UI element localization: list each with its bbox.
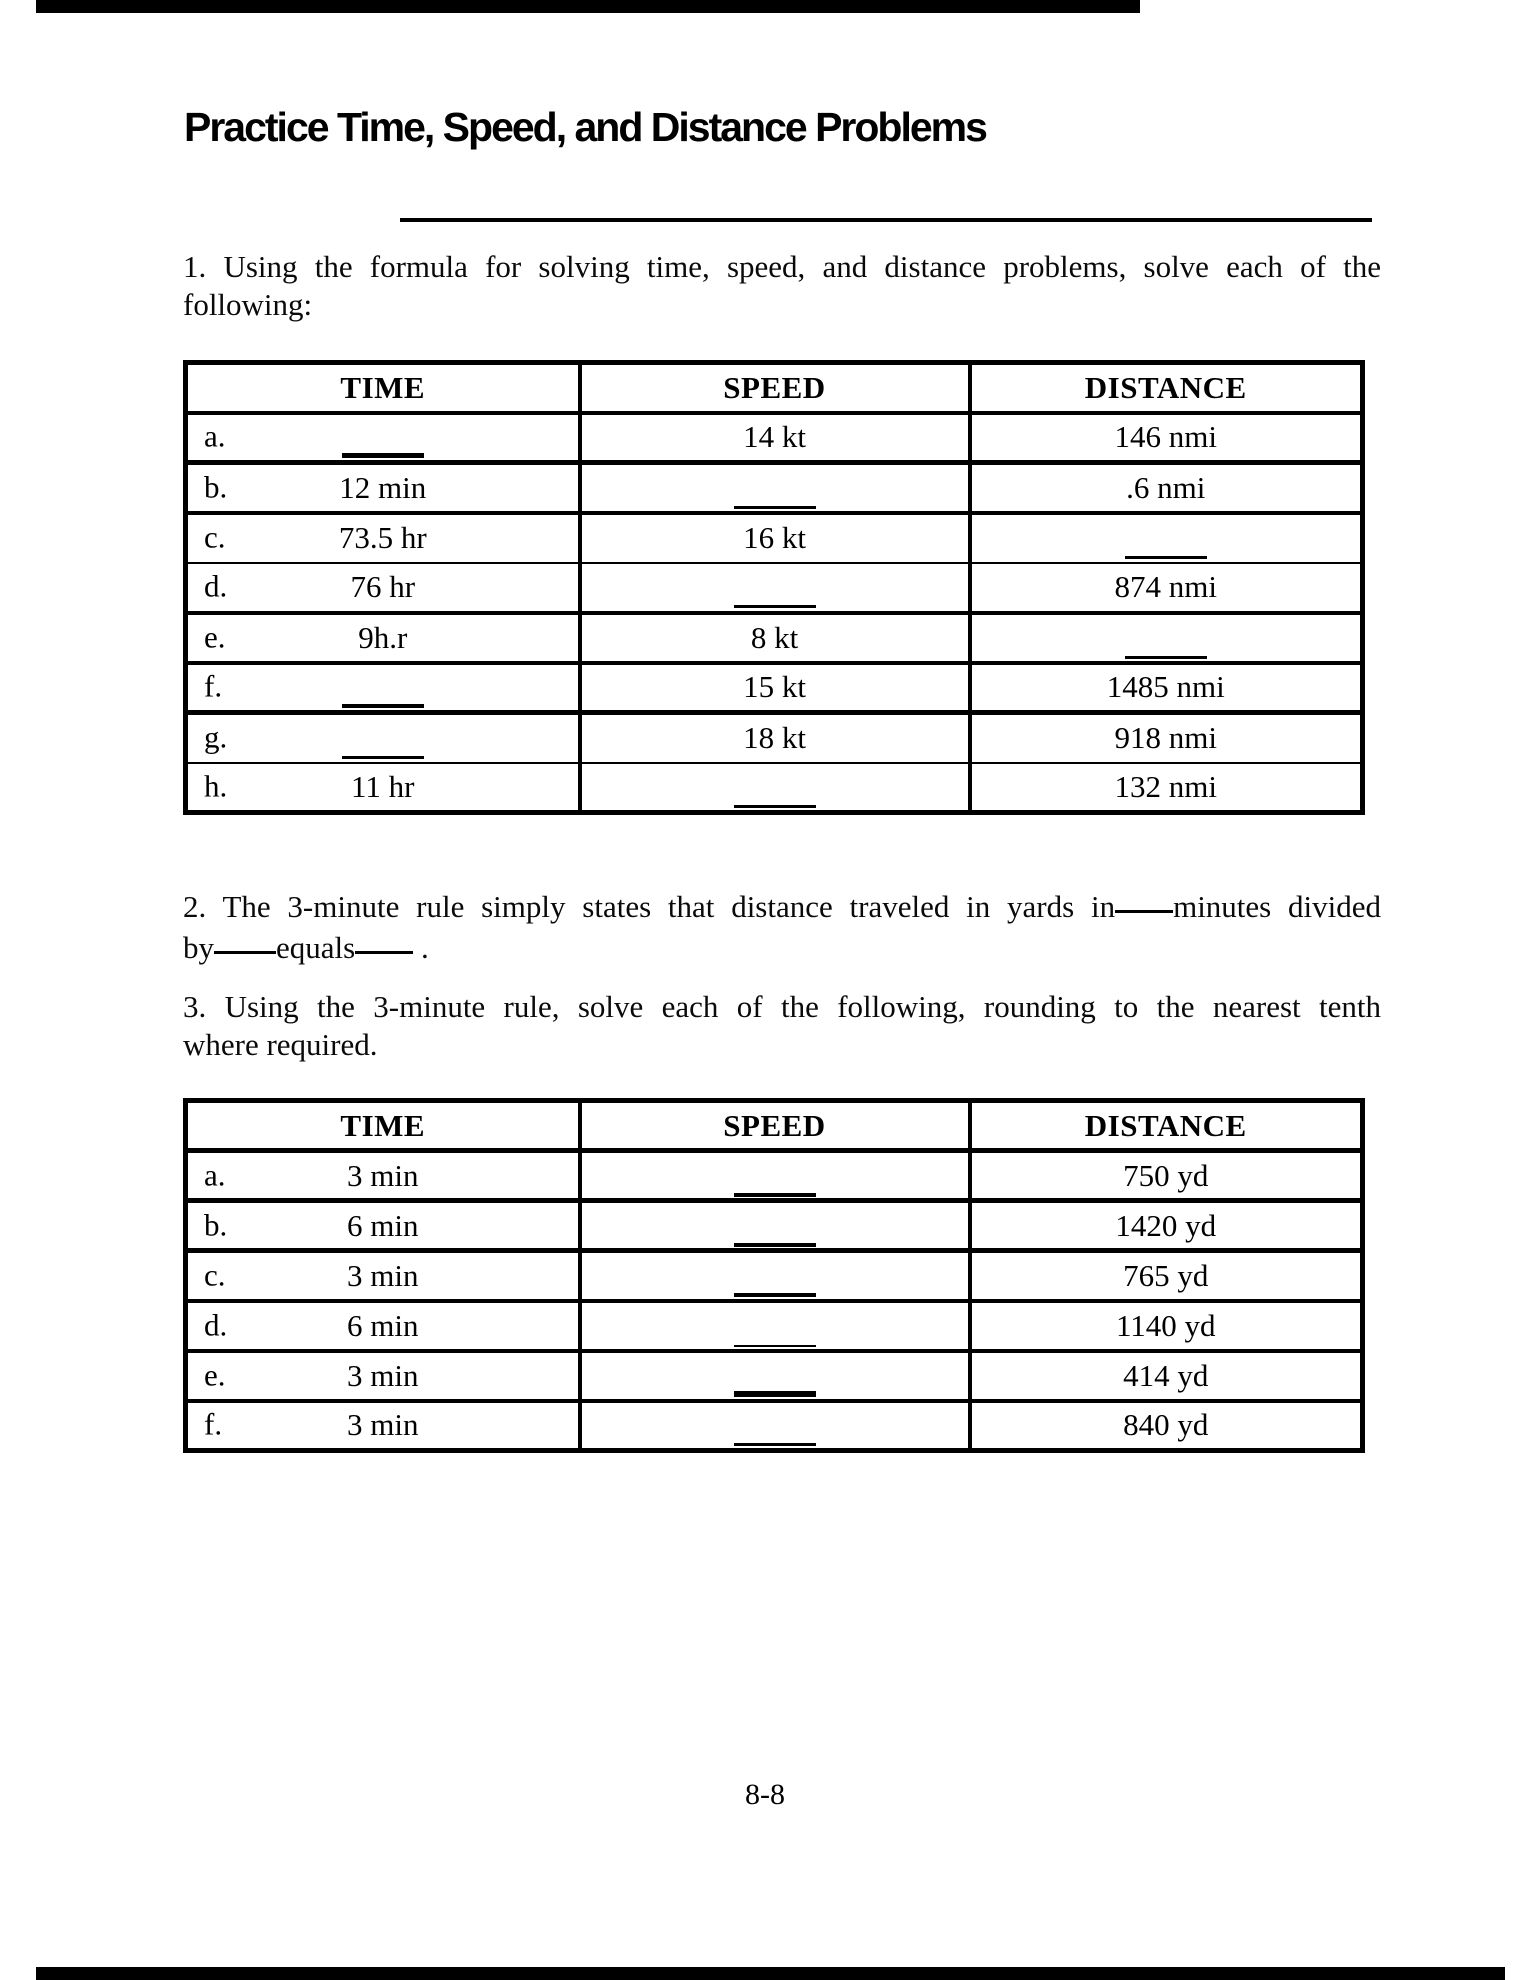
- question3-line2: where required.: [183, 1027, 378, 1062]
- time-cell: [186, 463, 580, 513]
- table2-header-distance: DISTANCE: [970, 1101, 1363, 1151]
- table1-header-row: [186, 363, 1363, 413]
- table1-header-time: TIME: [340, 369, 426, 405]
- fill-in-blank: [1115, 905, 1173, 913]
- time-cell: [186, 713, 580, 763]
- distance-cell: 918 nmi: [970, 713, 1363, 763]
- time-speed-distance-table-2: [183, 1098, 1365, 1453]
- table-row: [186, 1151, 1363, 1201]
- speed-cell: 15 kt: [580, 663, 970, 713]
- time-value: 9h.r: [358, 619, 408, 655]
- row-letter: c.: [204, 519, 226, 555]
- table-row: [186, 1251, 1363, 1301]
- answer-blank: [734, 1227, 816, 1247]
- speed-cell: [580, 1351, 970, 1401]
- time-cell: [186, 1351, 580, 1401]
- distance-cell: 1485 nmi: [970, 663, 1363, 713]
- question2-word-by: by: [183, 930, 214, 965]
- question2-line2: [183, 929, 1381, 967]
- time-cell: [186, 413, 580, 463]
- speed-cell: 16 kt: [580, 513, 970, 563]
- answer-blank: [734, 489, 816, 509]
- table-row: [186, 613, 1363, 663]
- answer-blank: [734, 788, 816, 808]
- speed-cell: [580, 1151, 970, 1201]
- row-letter: b.: [204, 469, 228, 505]
- question2-line1: [183, 888, 1381, 926]
- time-value: 3 min: [347, 1357, 419, 1393]
- distance-cell: [970, 513, 1363, 563]
- time-cell: [186, 1201, 580, 1251]
- distance-cell: .6 nmi: [970, 463, 1363, 513]
- question2-period: .: [420, 930, 429, 965]
- answer-blank: [734, 588, 816, 608]
- question2-text-after-blank: minutes divided: [1173, 889, 1382, 924]
- time-value: 6 min: [347, 1207, 419, 1243]
- table-row: [186, 663, 1363, 713]
- scan-artifact-bar-bottom: [36, 1967, 1505, 1980]
- table-row: [186, 563, 1363, 613]
- table2-header-row: [186, 1101, 1363, 1151]
- answer-blank: [734, 1377, 816, 1397]
- row-letter: e.: [204, 1356, 226, 1392]
- distance-cell: 874 nmi: [970, 563, 1363, 613]
- row-letter: g.: [204, 719, 228, 755]
- table-row: [186, 1351, 1363, 1401]
- answer-blank: [342, 688, 424, 708]
- distance-cell: [970, 613, 1363, 663]
- time-value: 3 min: [347, 1257, 419, 1293]
- speed-cell: [580, 763, 970, 813]
- time-value: 6 min: [347, 1307, 419, 1343]
- speed-cell: 8 kt: [580, 613, 970, 663]
- row-letter: e.: [204, 618, 226, 654]
- table-row: [186, 1301, 1363, 1351]
- answer-blank: [342, 438, 424, 458]
- table-row: [186, 413, 1363, 463]
- row-letter: d.: [204, 568, 228, 604]
- table1-header-distance: DISTANCE: [970, 363, 1363, 413]
- time-value: 3 min: [347, 1407, 419, 1443]
- distance-cell: 750 yd: [970, 1151, 1363, 1201]
- time-value: 12 min: [339, 469, 427, 505]
- row-letter: f.: [204, 1406, 223, 1442]
- question2-word-equals: equals: [276, 930, 356, 965]
- question1-line2: following:: [183, 287, 313, 322]
- time-value: 73.5 hr: [338, 520, 427, 555]
- table-row: [186, 1401, 1363, 1451]
- speed-cell: [580, 1251, 970, 1301]
- table-row: [186, 763, 1363, 813]
- fill-in-blank: [214, 946, 276, 954]
- distance-cell: 414 yd: [970, 1351, 1363, 1401]
- answer-blank: [734, 1327, 816, 1347]
- answer-blank: [1125, 639, 1207, 659]
- distance-cell: 1140 yd: [970, 1301, 1363, 1351]
- table1-header-speed: SPEED: [580, 363, 970, 413]
- time-cell: [186, 663, 580, 713]
- answer-blank: [734, 1277, 816, 1297]
- row-letter: h.: [204, 768, 228, 804]
- time-cell: [186, 1251, 580, 1301]
- speed-cell: [580, 1201, 970, 1251]
- speed-cell: [580, 563, 970, 613]
- time-cell: [186, 763, 580, 813]
- time-cell: [186, 513, 580, 563]
- row-letter: a.: [204, 1156, 226, 1192]
- answer-blank: [734, 1177, 816, 1197]
- question3-line1: 3. Using the 3-minute rule, solve each of the following, rounding to the nearest tenth: [183, 989, 1381, 1024]
- speed-cell: [580, 463, 970, 513]
- answer-blank: [342, 739, 424, 759]
- time-cell: [186, 1151, 580, 1201]
- distance-cell: 765 yd: [970, 1251, 1363, 1301]
- table2-header-time: TIME: [340, 1107, 426, 1143]
- page-title: Practice Time, Speed, and Distance Problems: [184, 104, 986, 150]
- distance-cell: 132 nmi: [970, 763, 1363, 813]
- time-value: 3 min: [347, 1157, 419, 1193]
- time-value: 11 hr: [351, 768, 415, 804]
- time-cell: [186, 1301, 580, 1351]
- speed-cell: [580, 1401, 970, 1451]
- answer-blank: [734, 1426, 816, 1446]
- row-letter: f.: [204, 668, 223, 704]
- time-cell: [186, 1401, 580, 1451]
- row-letter: b.: [204, 1206, 228, 1242]
- answer-blank: [1125, 539, 1207, 559]
- time-value: 76 hr: [350, 569, 416, 604]
- distance-cell: 146 nmi: [970, 413, 1363, 463]
- speed-cell: [580, 1301, 970, 1351]
- speed-cell: 14 kt: [580, 413, 970, 463]
- speed-cell: 18 kt: [580, 713, 970, 763]
- distance-cell: 840 yd: [970, 1401, 1363, 1451]
- time-cell: [186, 563, 580, 613]
- table-row: [186, 463, 1363, 513]
- distance-cell: 1420 yd: [970, 1201, 1363, 1251]
- row-letter: d.: [204, 1306, 228, 1342]
- row-letter: a.: [204, 418, 226, 454]
- table2-header-speed: SPEED: [580, 1101, 970, 1151]
- table-row: [186, 713, 1363, 763]
- page-number: 8-8: [745, 1778, 785, 1811]
- time-cell: [186, 613, 580, 663]
- scan-artifact-bar-top: [36, 0, 1140, 13]
- question2-text-before-blank: 2. The 3-minute rule simply states that distance traveled in yards in: [183, 889, 1116, 924]
- time-speed-distance-table-1: [183, 360, 1365, 815]
- question1-line1: 1. Using the formula for solving time, speed, and distance problems, solve each of the: [183, 249, 1381, 284]
- title-rule-divider: [400, 218, 1372, 222]
- row-letter: c.: [204, 1257, 226, 1293]
- fill-in-blank: [355, 946, 413, 954]
- table-row: [186, 513, 1363, 563]
- table-row: [186, 1201, 1363, 1251]
